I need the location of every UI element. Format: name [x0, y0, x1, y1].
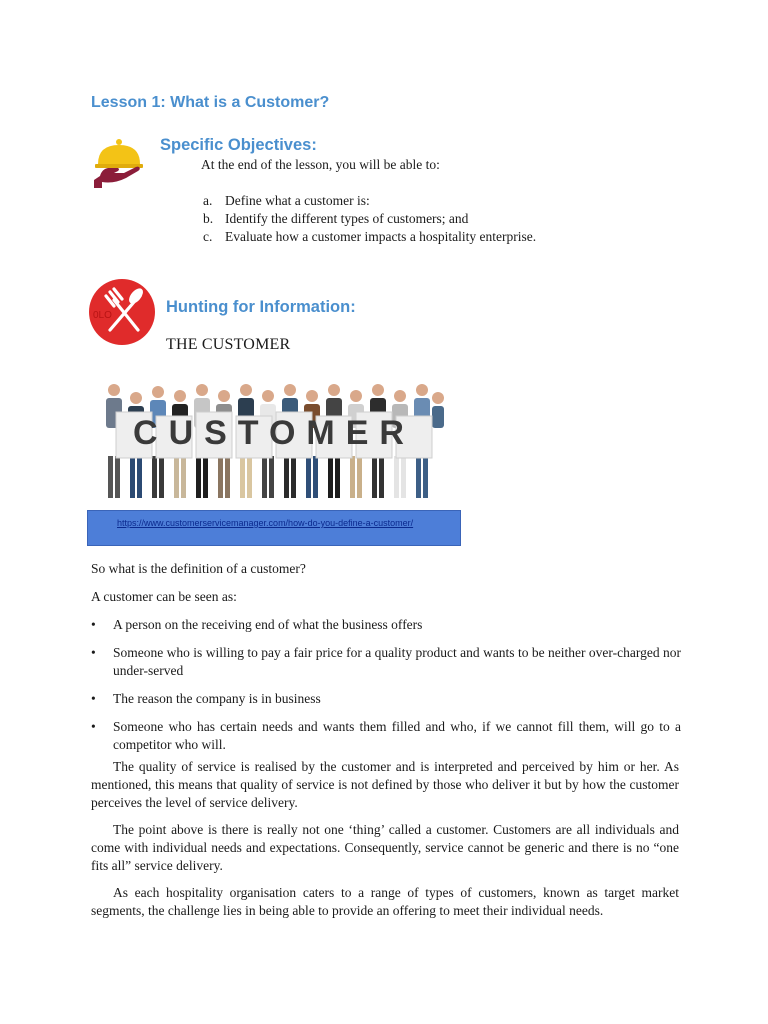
hunting-heading: Hunting for Information:	[166, 298, 356, 316]
list-item	[91, 616, 681, 634]
list-item	[91, 690, 681, 708]
bullet-text: The reason the company is in business	[113, 691, 321, 706]
objective-text: Identify the different types of customers; and	[225, 211, 469, 226]
definition-question: So what is the definition of a customer?	[91, 561, 306, 576]
customer-word-text: CUSTOMER	[133, 414, 415, 452]
customer-word	[116, 414, 432, 453]
customer-group-photo	[100, 376, 446, 508]
lesson-title: Lesson 1: What is a Customer?	[91, 94, 330, 111]
objective-item	[203, 192, 536, 210]
objective-letter: b.	[203, 211, 214, 226]
list-item	[91, 718, 681, 754]
service-cloche-icon	[92, 136, 144, 192]
body-paragraph: As each hospitality organisation caters to a range of types of customers, known as target market segments, the challenge lies in being able to provide an offering to meet their individual needs.	[91, 885, 679, 918]
objectives-intro: At the end of the lesson, you will be able to:	[201, 157, 440, 172]
objective-item	[203, 228, 536, 246]
bullet-icon: •	[91, 719, 96, 734]
objectives-list	[203, 192, 536, 246]
objective-text: Define what a customer is:	[225, 193, 370, 208]
photo-source-link[interactable]: https://www.customerservicemanager.com/how-do-you-define-a-customer/	[117, 518, 414, 528]
body-paragraph: The point above is there is really not one ‘thing’ called a customer. Customers are all individuals and come with individual needs and expectations. Consequently, service cannot be generic and there is no “one fits all” service delivery.	[91, 822, 679, 873]
icon-watermark-text: 0LO	[93, 310, 112, 321]
bullet-text: A person on the receiving end of what the business offers	[113, 617, 423, 632]
body-paragraph: The quality of service is realised by the customer and is interpreted and perceived by him or her. As mentioned, this means that quality of service is not defined by those who deliver it but by how the customer perceives the level of service delivery.	[91, 759, 679, 810]
objective-letter: c.	[203, 229, 213, 244]
bullet-icon: •	[91, 645, 96, 660]
definition-lead: A customer can be seen as:	[91, 589, 237, 604]
bullet-icon: •	[91, 691, 96, 706]
bullet-icon: •	[91, 617, 96, 632]
objective-item	[203, 210, 536, 228]
list-item	[91, 644, 681, 680]
bullet-text: Someone who is willing to pay a fair price for a quality product and wants to be neither over-charged nor under-served	[113, 645, 681, 678]
bullet-text: Someone who has certain needs and wants them filled and who, if we cannot fill them, will go to a competitor who will.	[113, 719, 681, 752]
fork-spoon-icon	[88, 278, 156, 346]
objective-letter: a.	[203, 193, 213, 208]
definition-bullet-list	[91, 616, 681, 764]
section-title: THE CUSTOMER	[166, 336, 291, 353]
objectives-heading: Specific Objectives:	[160, 136, 317, 154]
objective-text: Evaluate how a customer impacts a hospitality enterprise.	[225, 229, 537, 244]
photo-source-bar	[87, 510, 461, 546]
